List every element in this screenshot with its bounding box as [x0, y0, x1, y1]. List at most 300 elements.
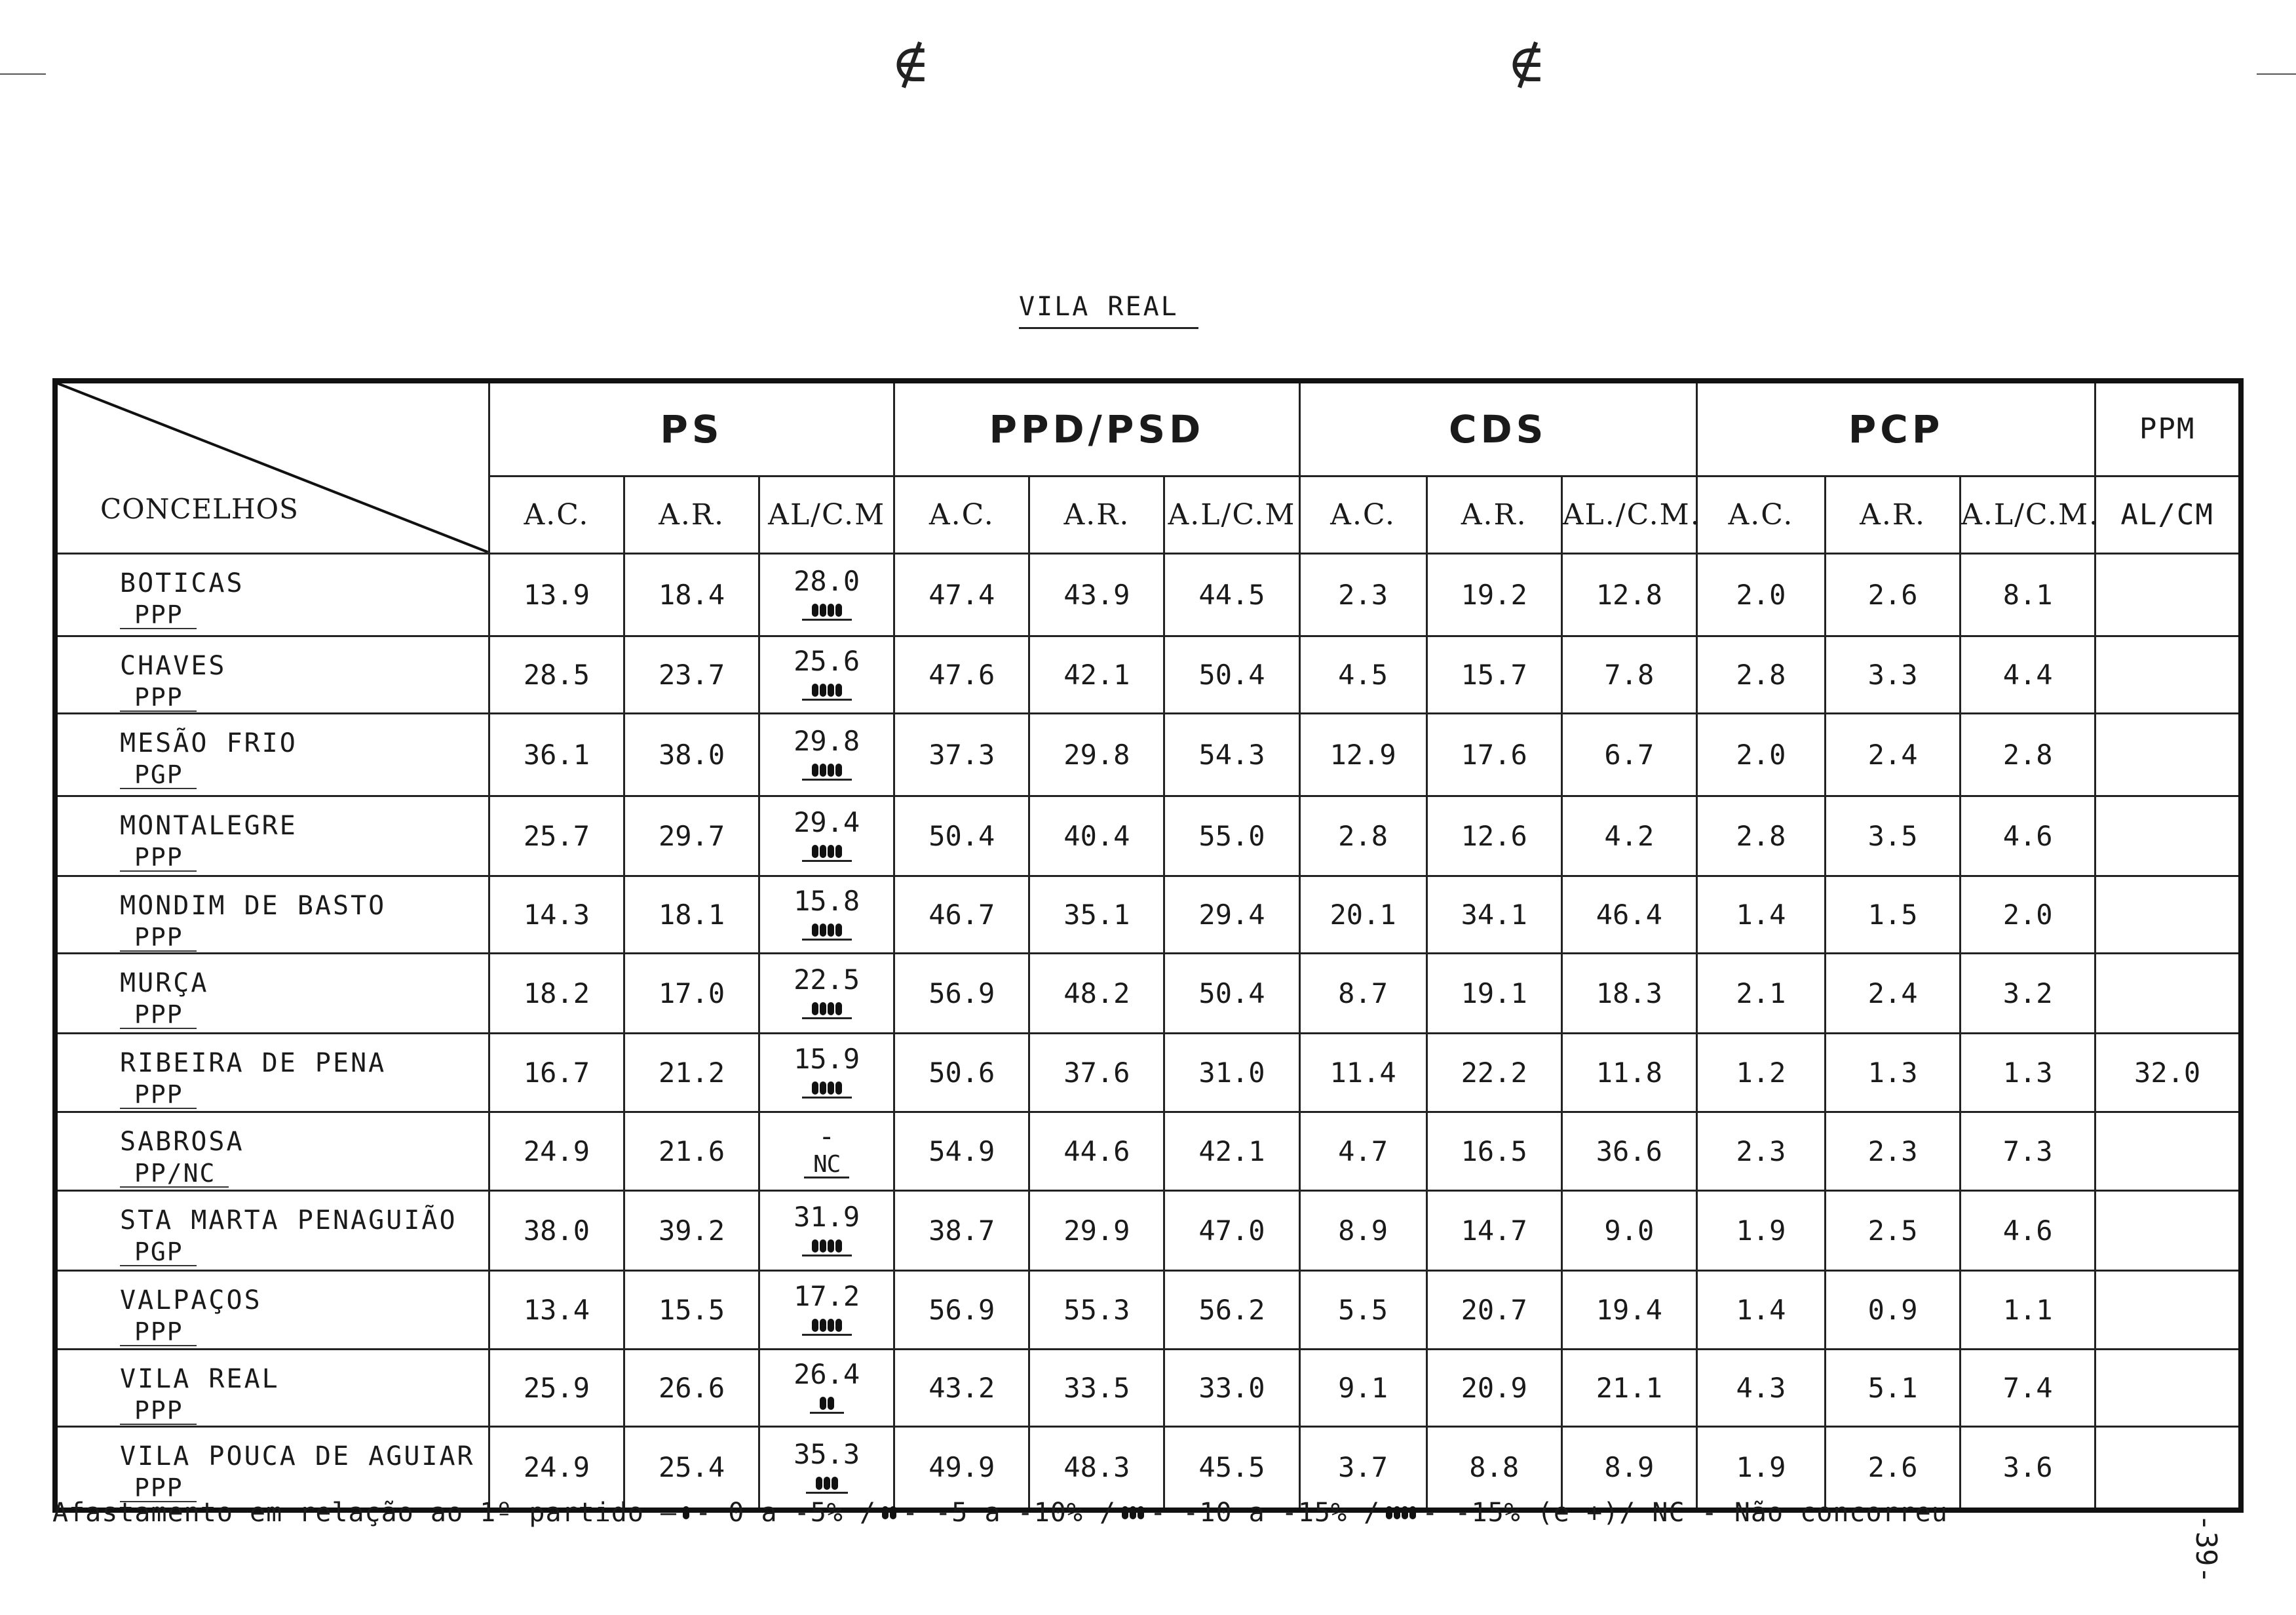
cds-ac-value: 8.9 [1299, 1190, 1426, 1270]
distance-dot [820, 1002, 826, 1015]
concelho-cell [55, 713, 489, 796]
cds-alcm-value: 7.8 [1561, 636, 1696, 713]
distance-dot [812, 1081, 818, 1095]
distance-dots [802, 684, 852, 701]
distance-dot [812, 1239, 818, 1253]
psd-alcm-value: 56.2 [1164, 1270, 1299, 1349]
results-table [52, 378, 2244, 1513]
ps-alcm-cell [759, 553, 894, 636]
ps-alcm-cell [759, 1033, 894, 1112]
psd-ar-value: 35.1 [1029, 876, 1164, 953]
distance-dot [820, 1319, 826, 1332]
cds-ar-value: 12.6 [1426, 796, 1561, 876]
pcp-ac-value: 1.2 [1696, 1033, 1825, 1112]
distance-dot [835, 604, 842, 617]
distance-dot [812, 845, 818, 858]
pcp-ac-value: 2.8 [1696, 796, 1825, 876]
ps-ar-value: 39.2 [624, 1190, 759, 1270]
col-header-psd-ac: A.C. [894, 476, 1029, 553]
ppm-alcm-value: 32.0 [2095, 1033, 2241, 1112]
table-row [55, 953, 2241, 1033]
ps-ar-value: 38.0 [624, 713, 759, 796]
psd-ac-value: 46.7 [894, 876, 1029, 953]
ps-ac-value: 24.9 [489, 1426, 624, 1510]
cds-ac-value: 2.3 [1299, 553, 1426, 636]
distance-dot [828, 1081, 834, 1095]
ps-alcm-cell [759, 953, 894, 1033]
ps-alcm-cell [759, 796, 894, 876]
distance-dot [820, 845, 826, 858]
pcp-ac-value: 2.0 [1696, 553, 1825, 636]
psd-alcm-value: 55.0 [1164, 796, 1299, 876]
ps-ar-value: 15.5 [624, 1270, 759, 1349]
distance-dots [802, 764, 852, 781]
diagonal-line [58, 383, 488, 553]
distance-dot [812, 764, 818, 777]
concelho-cell [55, 1270, 489, 1349]
distance-dot [835, 845, 842, 858]
page-title: VILA REAL [1019, 292, 1198, 329]
distance-dots [802, 1081, 852, 1099]
psd-ar-value: 48.2 [1029, 953, 1164, 1033]
psd-ar-value: 33.5 [1029, 1349, 1164, 1426]
pcp-ar-value: 2.3 [1826, 1112, 1961, 1190]
pcp-alcm-value: 1.1 [1961, 1270, 2095, 1349]
distance-dot [828, 1002, 834, 1015]
table-row [55, 796, 2241, 876]
party-header-cds: CDS [1299, 381, 1696, 476]
pcp-alcm-value: 7.3 [1961, 1112, 2095, 1190]
ps-alcm-value: 22.5 [794, 963, 860, 996]
table-row [55, 1112, 2241, 1190]
pcp-ac-value: 2.8 [1696, 636, 1825, 713]
ps-ac-value: 25.9 [489, 1349, 624, 1426]
ps-alcm-value: - [818, 1120, 835, 1152]
pcp-ac-value: 2.3 [1696, 1112, 1825, 1190]
psd-ac-value: 56.9 [894, 953, 1029, 1033]
cds-alcm-value: 21.1 [1561, 1349, 1696, 1426]
psd-ar-value: 29.9 [1029, 1190, 1164, 1270]
table-row [55, 713, 2241, 796]
psd-ar-value: 55.3 [1029, 1270, 1164, 1349]
distance-dot [812, 1319, 818, 1332]
pcp-ar-value: 5.1 [1826, 1349, 1961, 1426]
concelho-name: BOTICAS [120, 568, 244, 598]
cds-ar-value: 22.2 [1426, 1033, 1561, 1112]
legend-text-3: - -10 a -15% / [1150, 1498, 1381, 1528]
margin-rule [0, 73, 46, 75]
distance-dots [802, 924, 852, 941]
ps-alcm-value: 28.0 [794, 565, 860, 597]
psd-alcm-value: 47.0 [1164, 1190, 1299, 1270]
legend-text-1: - 0 a -5% / [695, 1498, 877, 1528]
col-header-pcp-ar: A.R. [1826, 476, 1961, 553]
concelho-name: MURÇA [120, 967, 209, 998]
ps-ar-value: 18.1 [624, 876, 759, 953]
distance-dot [835, 684, 842, 697]
concelho-party-code: PPP [120, 684, 197, 712]
psd-ac-value: 43.2 [894, 1349, 1029, 1426]
ps-alcm-cell [759, 1349, 894, 1426]
concelhos-label: CONCELHOS [100, 492, 299, 525]
concelho-party-code: PPP [120, 1081, 197, 1109]
distance-dots [806, 1477, 848, 1494]
distance-dot [820, 924, 826, 937]
psd-alcm-value: 50.4 [1164, 636, 1299, 713]
legend-dots-4 [1385, 1506, 1417, 1519]
col-header-ps-alcm: AL/C.M [759, 476, 894, 553]
ps-ar-value: 21.6 [624, 1112, 759, 1190]
concelho-cell [55, 1349, 489, 1426]
distance-dot [812, 684, 818, 697]
concelho-party-code: PGP [120, 762, 197, 789]
psd-alcm-value: 29.4 [1164, 876, 1299, 953]
cds-ac-value: 4.5 [1299, 636, 1426, 713]
col-header-pcp-alcm: A.L/C.M. [1961, 476, 2095, 553]
concelho-name: CHAVES [120, 650, 227, 681]
concelho-name: VALPAÇOS [120, 1285, 262, 1315]
ppm-alcm-value [2095, 553, 2241, 636]
distance-dot [832, 1477, 838, 1490]
concelho-name: VILA REAL [120, 1363, 280, 1394]
table-row [55, 553, 2241, 636]
legend-dots-3 [1121, 1506, 1145, 1519]
page-number: -39- [2189, 1514, 2223, 1584]
ppm-alcm-value [2095, 1349, 2241, 1426]
concelho-party-code: PPP [120, 1475, 197, 1502]
ppm-alcm-value [2095, 713, 2241, 796]
concelho-party-code: PPP [120, 844, 197, 872]
table-row [55, 1190, 2241, 1270]
psd-ac-value: 49.9 [894, 1426, 1029, 1510]
concelho-cell [55, 953, 489, 1033]
cds-alcm-value: 11.8 [1561, 1033, 1696, 1112]
distance-dots [802, 1319, 852, 1336]
distance-dot [828, 1319, 834, 1332]
distance-dot [820, 1239, 826, 1253]
party-header-ps: PS [489, 381, 894, 476]
concelho-name: MONDIM DE BASTO [120, 890, 387, 921]
distance-dots [802, 604, 852, 621]
pcp-ar-value: 2.4 [1826, 713, 1961, 796]
psd-alcm-value: 50.4 [1164, 953, 1299, 1033]
cds-alcm-value: 46.4 [1561, 876, 1696, 953]
ps-ar-value: 21.2 [624, 1033, 759, 1112]
pcp-ac-value: 2.1 [1696, 953, 1825, 1033]
distance-dot [812, 924, 818, 937]
ps-ac-value: 14.3 [489, 876, 624, 953]
ps-alcm-cell [759, 1190, 894, 1270]
margin-rule [2257, 73, 2296, 75]
party-header-ppm: PPM [2095, 381, 2241, 476]
ps-alcm-cell [759, 1112, 894, 1190]
legend-dots-2 [881, 1506, 897, 1519]
pcp-ar-value: 1.3 [1826, 1033, 1961, 1112]
psd-ar-value: 44.6 [1029, 1112, 1164, 1190]
pcp-ar-value: 2.4 [1826, 953, 1961, 1033]
col-header-cds-ar: A.R. [1426, 476, 1561, 553]
ps-ar-value: 18.4 [624, 553, 759, 636]
concelho-party-code: PGP [120, 1239, 197, 1266]
distance-dot [835, 764, 842, 777]
psd-alcm-value: 31.0 [1164, 1033, 1299, 1112]
ps-ar-value: 26.6 [624, 1349, 759, 1426]
ps-ac-value: 13.4 [489, 1270, 624, 1349]
cds-ac-value: 11.4 [1299, 1033, 1426, 1112]
psd-ac-value: 56.9 [894, 1270, 1029, 1349]
cds-ac-value: 3.7 [1299, 1426, 1426, 1510]
ps-ar-value: 23.7 [624, 636, 759, 713]
cds-ar-value: 19.1 [1426, 953, 1561, 1033]
distance-dot [820, 1397, 826, 1410]
ps-ac-value: 36.1 [489, 713, 624, 796]
pcp-ar-value: 2.6 [1826, 553, 1961, 636]
ps-alcm-value: 25.6 [794, 645, 860, 677]
distance-dot [835, 1239, 842, 1253]
concelho-name: SABROSA [120, 1126, 244, 1157]
psd-alcm-value: 33.0 [1164, 1349, 1299, 1426]
concelho-cell [55, 636, 489, 713]
concelho-party-code: PPP [120, 924, 197, 952]
ps-ac-value: 16.7 [489, 1033, 624, 1112]
cds-ar-value: 8.8 [1426, 1426, 1561, 1510]
pcp-alcm-value: 8.1 [1961, 553, 2095, 636]
concelho-name: MESÃO FRIO [120, 728, 297, 758]
cds-ar-value: 34.1 [1426, 876, 1561, 953]
pcp-alcm-value: 4.6 [1961, 1190, 2095, 1270]
table-row [55, 1349, 2241, 1426]
pcp-ac-value: 1.9 [1696, 1426, 1825, 1510]
col-header-pcp-ac: A.C. [1696, 476, 1825, 553]
pcp-alcm-value: 3.6 [1961, 1426, 2095, 1510]
pcp-ar-value: 3.5 [1826, 796, 1961, 876]
concelho-cell [55, 1190, 489, 1270]
ppm-alcm-value [2095, 1426, 2241, 1510]
party-header-pcp: PCP [1696, 381, 2095, 476]
table-row [55, 1270, 2241, 1349]
concelho-party-code: PPP [120, 1397, 197, 1425]
concelho-party-code: PP/NC [120, 1160, 229, 1188]
ps-ac-value: 25.7 [489, 796, 624, 876]
cds-ar-value: 19.2 [1426, 553, 1561, 636]
cds-ar-value: 14.7 [1426, 1190, 1561, 1270]
distance-dots: NC [804, 1153, 849, 1178]
cds-alcm-value: 9.0 [1561, 1190, 1696, 1270]
cds-alcm-value: 8.9 [1561, 1426, 1696, 1510]
pcp-alcm-value: 2.8 [1961, 713, 2095, 796]
pcp-ac-value: 1.4 [1696, 1270, 1825, 1349]
distance-dot [828, 604, 834, 617]
distance-dot [835, 1319, 842, 1332]
ps-alcm-value: 35.3 [794, 1437, 860, 1470]
psd-ar-value: 40.4 [1029, 796, 1164, 876]
concelho-name: VILA POUCA DE AGUIAR [120, 1441, 475, 1471]
concelho-name: STA MARTA PENAGUIÃO [120, 1205, 457, 1236]
pcp-alcm-value: 1.3 [1961, 1033, 2095, 1112]
pcp-alcm-value: 3.2 [1961, 953, 2095, 1033]
concelho-party-code: PPP [120, 1319, 197, 1346]
ps-ac-value: 38.0 [489, 1190, 624, 1270]
ps-alcm-cell [759, 876, 894, 953]
ps-alcm-value: 15.9 [794, 1043, 860, 1075]
pcp-alcm-value: 2.0 [1961, 876, 2095, 953]
psd-ar-value: 37.6 [1029, 1033, 1164, 1112]
col-header-psd-ar: A.R. [1029, 476, 1164, 553]
legend-footer [52, 1498, 1948, 1528]
cds-alcm-value: 36.6 [1561, 1112, 1696, 1190]
cds-ac-value: 9.1 [1299, 1349, 1426, 1426]
distance-dot [828, 924, 834, 937]
psd-ar-value: 48.3 [1029, 1426, 1164, 1510]
psd-ac-value: 54.9 [894, 1112, 1029, 1190]
cds-alcm-value: 6.7 [1561, 713, 1696, 796]
ppm-alcm-value [2095, 876, 2241, 953]
cds-ac-value: 2.8 [1299, 796, 1426, 876]
distance-dots [802, 845, 852, 862]
corner-header [55, 381, 489, 553]
concelho-party-code: PPP [120, 1002, 197, 1029]
distance-dot [820, 684, 826, 697]
col-header-cds-alcm: AL./C.M. [1561, 476, 1696, 553]
psd-ar-value: 29.8 [1029, 713, 1164, 796]
psd-ac-value: 47.6 [894, 636, 1029, 713]
pcp-ac-value: 1.4 [1696, 876, 1825, 953]
distance-dot [828, 764, 834, 777]
concelho-cell [55, 553, 489, 636]
pcp-ac-value: 2.0 [1696, 713, 1825, 796]
cds-alcm-value: 12.8 [1561, 553, 1696, 636]
psd-ac-value: 50.4 [894, 796, 1029, 876]
ppm-alcm-value [2095, 1190, 2241, 1270]
concelho-cell [55, 1033, 489, 1112]
legend-lead: Afastamento em relação ao 1º partido — [52, 1498, 678, 1528]
distance-dot [828, 1397, 834, 1410]
psd-alcm-value: 45.5 [1164, 1426, 1299, 1510]
decorative-mark: ∉ [891, 33, 930, 94]
ps-ac-value: 18.2 [489, 953, 624, 1033]
pcp-alcm-value: 4.6 [1961, 796, 2095, 876]
distance-dot [820, 1081, 826, 1095]
cds-alcm-value: 4.2 [1561, 796, 1696, 876]
pcp-alcm-value: 7.4 [1961, 1349, 2095, 1426]
legend-dots-1 [682, 1506, 690, 1519]
cds-ac-value: 4.7 [1299, 1112, 1426, 1190]
col-header-ps-ac: A.C. [489, 476, 624, 553]
distance-dot [820, 604, 826, 617]
distance-dots [810, 1397, 844, 1414]
cds-ar-value: 15.7 [1426, 636, 1561, 713]
distance-dot [828, 845, 834, 858]
psd-alcm-value: 44.5 [1164, 553, 1299, 636]
psd-ac-value: 47.4 [894, 553, 1029, 636]
ps-alcm-cell [759, 636, 894, 713]
pcp-ac-value: 4.3 [1696, 1349, 1825, 1426]
distance-dot [816, 1477, 822, 1490]
psd-alcm-value: 54.3 [1164, 713, 1299, 796]
ps-alcm-value: 15.8 [794, 885, 860, 917]
col-header-ps-ar: A.R. [624, 476, 759, 553]
psd-ac-value: 38.7 [894, 1190, 1029, 1270]
psd-alcm-value: 42.1 [1164, 1112, 1299, 1190]
col-header-cds-ac: A.C. [1299, 476, 1426, 553]
ps-ar-value: 25.4 [624, 1426, 759, 1510]
cds-alcm-value: 19.4 [1561, 1270, 1696, 1349]
distance-dot [820, 764, 826, 777]
cds-ac-value: 20.1 [1299, 876, 1426, 953]
psd-ac-value: 50.6 [894, 1033, 1029, 1112]
cds-ac-value: 8.7 [1299, 953, 1426, 1033]
distance-dot [835, 924, 842, 937]
ps-alcm-cell [759, 713, 894, 796]
ps-alcm-value: 29.8 [794, 725, 860, 757]
col-header-psd-alcm: A.L/C.M [1164, 476, 1299, 553]
cds-ac-value: 12.9 [1299, 713, 1426, 796]
pcp-ar-value: 1.5 [1826, 876, 1961, 953]
cds-ar-value: 20.7 [1426, 1270, 1561, 1349]
distance-dot [812, 1002, 818, 1015]
psd-ar-value: 42.1 [1029, 636, 1164, 713]
distance-dots [802, 1239, 852, 1256]
cds-ar-value: 17.6 [1426, 713, 1561, 796]
ps-alcm-value: 31.9 [794, 1201, 860, 1233]
ppm-alcm-value [2095, 1270, 2241, 1349]
ppm-alcm-value [2095, 1112, 2241, 1190]
ppm-alcm-value [2095, 636, 2241, 713]
distance-dot [828, 684, 834, 697]
legend-text-4: - -15% (e +)/ NC - Não concorreu [1422, 1498, 1948, 1528]
ps-ac-value: 28.5 [489, 636, 624, 713]
distance-dot [835, 1002, 842, 1015]
ppm-alcm-value [2095, 796, 2241, 876]
legend-text-2: - -5 a -10% / [902, 1498, 1117, 1528]
pcp-alcm-value: 4.4 [1961, 636, 2095, 713]
col-header-ppm-alcm: AL/CM [2095, 476, 2241, 553]
ps-alcm-value: 26.4 [794, 1358, 860, 1390]
ps-ac-value: 24.9 [489, 1112, 624, 1190]
table-row [55, 876, 2241, 953]
party-header-psd: PPD/PSD [894, 381, 1299, 476]
distance-dot [835, 1081, 842, 1095]
cds-ar-value: 20.9 [1426, 1349, 1561, 1426]
cds-ac-value: 5.5 [1299, 1270, 1426, 1349]
pcp-ar-value: 2.5 [1826, 1190, 1961, 1270]
distance-dots [802, 1002, 852, 1019]
psd-ar-value: 43.9 [1029, 553, 1164, 636]
decorative-mark: ∉ [1507, 33, 1546, 94]
table-row [55, 636, 2241, 713]
distance-dot [812, 604, 818, 617]
psd-ac-value: 37.3 [894, 713, 1029, 796]
ps-ac-value: 13.9 [489, 553, 624, 636]
concelho-cell [55, 1112, 489, 1190]
concelho-cell [55, 796, 489, 876]
distance-dot [828, 1239, 834, 1253]
distance-dot [824, 1477, 830, 1490]
concelho-name: RIBEIRA DE PENA [120, 1047, 387, 1078]
ppm-alcm-value [2095, 953, 2241, 1033]
concelho-party-code: PPP [120, 602, 197, 629]
ps-alcm-value: 29.4 [794, 806, 860, 838]
concelho-name: MONTALEGRE [120, 810, 297, 841]
pcp-ac-value: 1.9 [1696, 1190, 1825, 1270]
pcp-ar-value: 0.9 [1826, 1270, 1961, 1349]
table-row [55, 1033, 2241, 1112]
pcp-ar-value: 2.6 [1826, 1426, 1961, 1510]
pcp-ar-value: 3.3 [1826, 636, 1961, 713]
cds-alcm-value: 18.3 [1561, 953, 1696, 1033]
concelho-cell [55, 876, 489, 953]
ps-alcm-cell [759, 1270, 894, 1349]
